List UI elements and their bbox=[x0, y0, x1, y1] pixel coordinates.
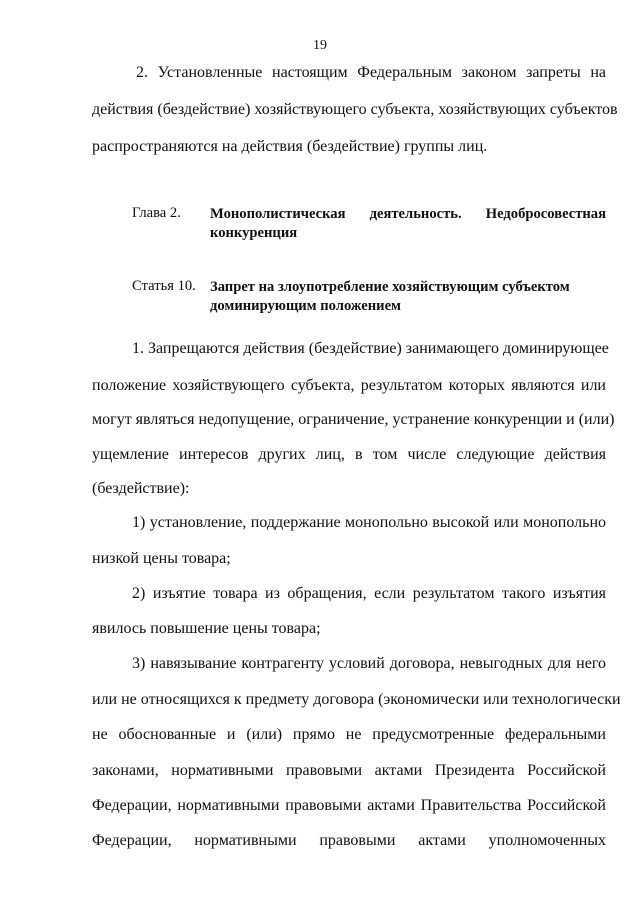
paragraph-line: или не относящихся к предмету договора (экономически или технологически bbox=[92, 691, 621, 708]
paragraph-line: могут являться недопущение, ограничение, устранение конкуренции и (или) bbox=[92, 411, 615, 428]
chapter-title-line: конкуренция bbox=[210, 225, 298, 241]
page-number: 19 bbox=[313, 38, 327, 53]
paragraph-line: 2. Установленные настоящим Федеральным законом запреты на bbox=[136, 64, 606, 81]
chapter-label: Глава 2. bbox=[132, 205, 181, 221]
paragraph-line: низкой цены товара; bbox=[92, 550, 231, 567]
paragraph-line: (бездействие): bbox=[92, 480, 190, 497]
paragraph-line: Федерации, нормативными правовыми актами уполномоченных bbox=[92, 832, 606, 849]
article-title-line: Запрет на злоупотребление хозяйствующим субъектом bbox=[210, 279, 570, 295]
paragraph-line: Федерации, нормативными правовыми актами Правительства Российской bbox=[92, 797, 606, 814]
paragraph-line: положение хозяйствующего субъекта, результатом которых являются или bbox=[92, 377, 606, 394]
paragraph-line: 2) изъятие товара из обращения, если результатом такого изъятия bbox=[132, 585, 606, 602]
paragraph-line: действия (бездействие) хозяйствующего субъекта, хозяйствующих субъектов bbox=[92, 101, 618, 118]
paragraph-line: явилось повышение цены товара; bbox=[92, 620, 321, 637]
chapter-title-line: Монополистическая деятельность. Недобросовестная bbox=[210, 206, 606, 222]
paragraph-line: распространяются на действия (бездействие) группы лиц. bbox=[92, 138, 488, 155]
article-title bbox=[210, 278, 606, 316]
paragraph-line: 1. Запрещаются действия (бездействие) занимающего доминирующее bbox=[132, 340, 609, 357]
paragraph-line: законами, нормативными правовыми актами Президента Российской bbox=[92, 762, 606, 779]
article-title-line: доминирующим положением bbox=[210, 298, 401, 314]
paragraph-line: ущемление интересов других лиц, в том числе следующие действия bbox=[92, 446, 606, 463]
paragraph-line: не обоснованные и (или) прямо не предусмотренные федеральными bbox=[92, 726, 606, 743]
article-label: Статья 10. bbox=[132, 278, 196, 294]
paragraph-line: 3) навязывание контрагенту условий договора, невыгодных для него bbox=[132, 655, 606, 672]
chapter-title bbox=[210, 205, 606, 243]
paragraph-line: 1) установление, поддержание монопольно высокой или монопольно bbox=[132, 514, 606, 531]
